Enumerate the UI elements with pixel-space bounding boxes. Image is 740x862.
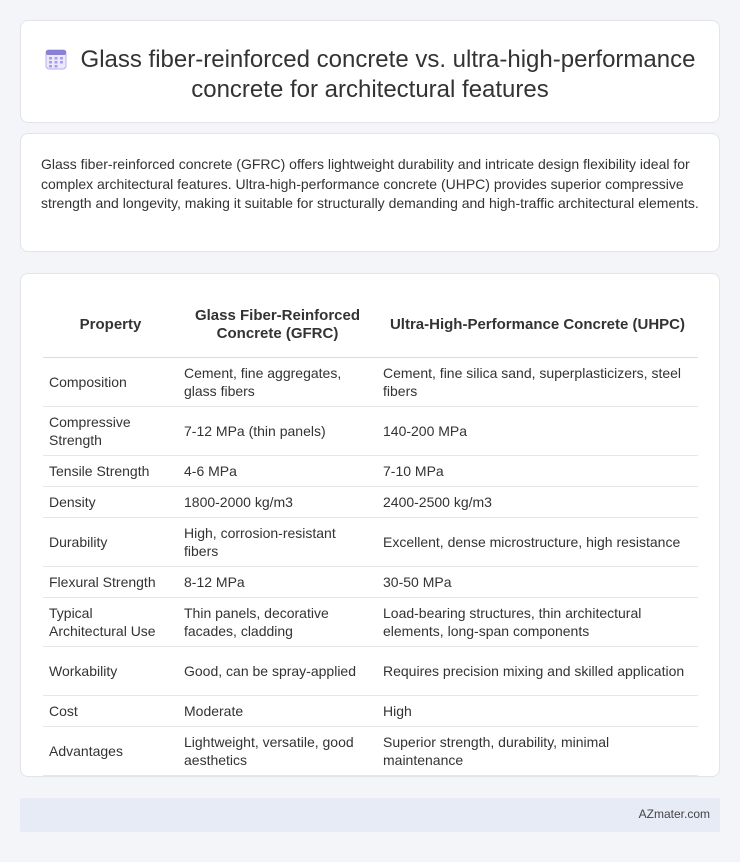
cell-gfrc: Good, can be spray-applied <box>178 646 377 695</box>
page-title-wrap <box>21 45 719 105</box>
table-row <box>43 486 698 517</box>
cell-uhpc: 2400-2500 kg/m3 <box>377 486 698 517</box>
cell-uhpc: 7-10 MPa <box>377 455 698 486</box>
table-row <box>43 406 698 455</box>
cell-property: Composition <box>43 357 178 406</box>
cell-property: Advantages <box>43 726 178 775</box>
cell-gfrc: 8-12 MPa <box>178 566 377 597</box>
cell-gfrc: Cement, fine aggregates, glass fibers <box>178 357 377 406</box>
table-row <box>43 517 698 566</box>
cell-uhpc: 140-200 MPa <box>377 406 698 455</box>
cell-gfrc: 1800-2000 kg/m3 <box>178 486 377 517</box>
cell-uhpc: Cement, fine silica sand, superplasticizers, steel fibers <box>377 357 698 406</box>
footer-site-link[interactable]: AZmater.com <box>638 807 710 821</box>
cell-property: Typical Architectural Use <box>43 597 178 646</box>
page-title: Glass fiber-reinforced concrete vs. ultra-high-performance concrete for architectural features <box>80 46 696 103</box>
table-row <box>43 695 698 726</box>
header-gfrc: Glass Fiber-Reinforced Concrete (GFRC) <box>178 294 377 357</box>
cell-uhpc: Superior strength, durability, minimal maintenance <box>377 726 698 775</box>
cell-property: Compressive Strength <box>43 406 178 455</box>
cell-property: Cost <box>43 695 178 726</box>
table-row <box>43 357 698 406</box>
cell-gfrc: 7-12 MPa (thin panels) <box>178 406 377 455</box>
table-row <box>43 455 698 486</box>
title-card <box>20 20 720 123</box>
table-row <box>43 726 698 775</box>
cell-property: Density <box>43 486 178 517</box>
cell-uhpc: Requires precision mixing and skilled application <box>377 646 698 695</box>
cell-uhpc: 30-50 MPa <box>377 566 698 597</box>
header-property: Property <box>43 294 178 357</box>
table-row <box>43 566 698 597</box>
cell-uhpc: Excellent, dense microstructure, high resistance <box>377 517 698 566</box>
table-row <box>43 597 698 646</box>
cell-property: Durability <box>43 517 178 566</box>
comparison-table <box>43 294 698 776</box>
table-row <box>43 646 698 695</box>
intro-paragraph: Glass fiber-reinforced concrete (GFRC) offers lightweight durability and intricate design flexibility ideal for complex architectural features. Ultra-high-performance concrete (UHPC) provides superior compressive strength and longevity, making it suitable for structurally demanding and high-traffic architectural elements. <box>41 156 699 211</box>
calendar-icon <box>45 48 67 70</box>
cell-uhpc: High <box>377 695 698 726</box>
footer-bar <box>20 798 720 832</box>
cell-gfrc: Thin panels, decorative facades, cladding <box>178 597 377 646</box>
comparison-table-card <box>20 273 720 777</box>
cell-gfrc: High, corrosion-resistant fibers <box>178 517 377 566</box>
cell-property: Flexural Strength <box>43 566 178 597</box>
cell-uhpc: Load-bearing structures, thin architectural elements, long-span components <box>377 597 698 646</box>
cell-property: Tensile Strength <box>43 455 178 486</box>
header-uhpc: Ultra-High-Performance Concrete (UHPC) <box>377 294 698 357</box>
cell-property: Workability <box>43 646 178 695</box>
intro-card <box>20 133 720 252</box>
cell-gfrc: Moderate <box>178 695 377 726</box>
cell-gfrc: 4-6 MPa <box>178 455 377 486</box>
cell-gfrc: Lightweight, versatile, good aesthetics <box>178 726 377 775</box>
table-header-row <box>43 294 698 357</box>
